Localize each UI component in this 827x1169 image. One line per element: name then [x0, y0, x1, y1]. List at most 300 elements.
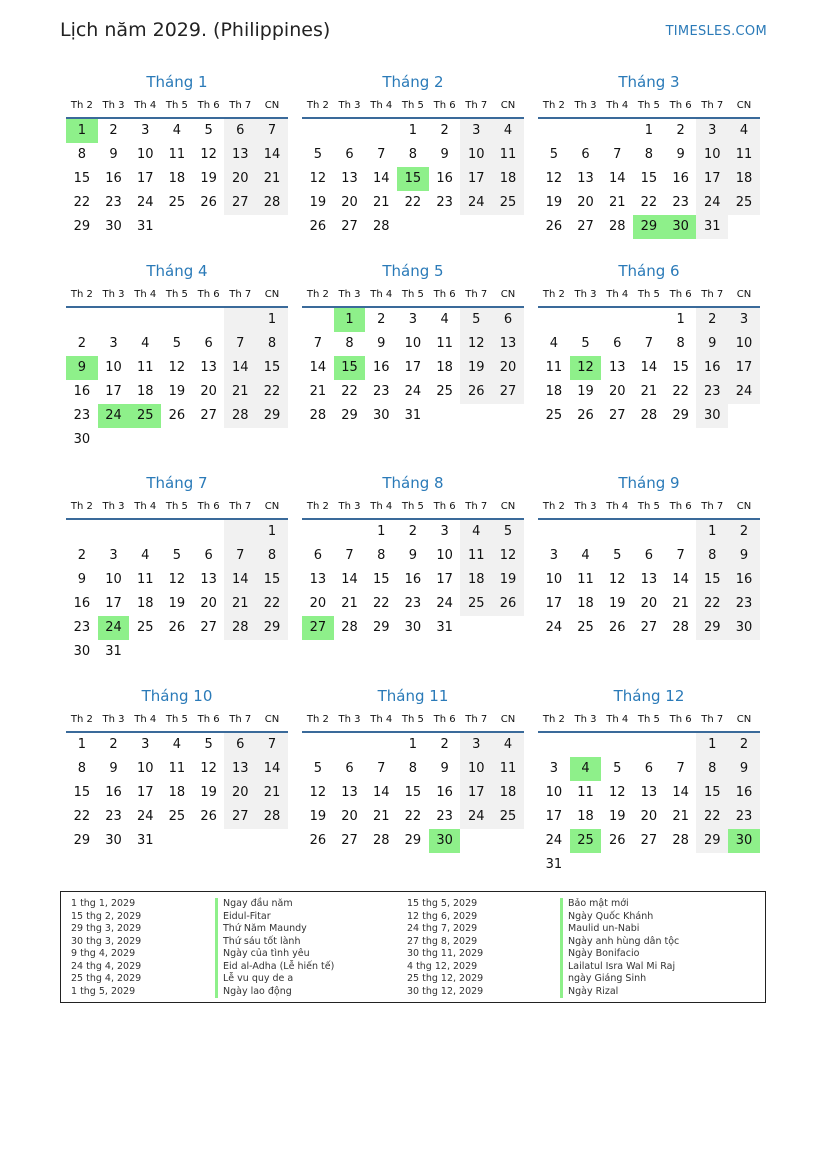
day-cell: 11	[460, 544, 492, 568]
weekday-label: Th 7	[465, 500, 488, 512]
day-cell: 29	[672, 408, 689, 423]
weekday-label: Th 5	[637, 99, 660, 111]
weekday-label: Th 2	[306, 99, 329, 111]
holiday-day-cell: 4	[570, 757, 602, 781]
day-cell: 20	[341, 195, 358, 210]
day-cell: 15	[73, 171, 91, 186]
day-cell: 13	[224, 143, 256, 167]
weekday-header	[66, 495, 288, 517]
day-cell: 15	[404, 785, 422, 800]
day-cell: 11	[136, 572, 154, 587]
day-cell: 13	[200, 360, 217, 375]
day-cell: 6	[581, 147, 590, 162]
empty-cell	[633, 520, 665, 544]
legend-holiday-name: Lailatul Isra Wal Mi Raj	[560, 961, 679, 974]
legend-date: 25 thg 4, 2029	[71, 973, 142, 984]
day-cell: 19	[200, 785, 217, 800]
holiday-day-cell: 29	[633, 215, 665, 239]
day-cell: 18	[728, 167, 760, 191]
day-cell: 17	[545, 809, 563, 824]
empty-cell	[161, 520, 193, 544]
weekday-label: Th 7	[465, 99, 488, 111]
legend-date: 30 thg 12, 2029	[407, 985, 484, 997]
day-cell: 16	[728, 781, 760, 805]
day-cell: 29	[341, 408, 358, 423]
day-cell: 4	[460, 520, 492, 544]
weekday-label: Th 7	[701, 713, 724, 725]
weekday-header	[66, 283, 288, 305]
day-cell: 10	[404, 336, 422, 351]
holiday-day-cell: 27	[302, 616, 334, 640]
weekday-label: Th 7	[701, 500, 724, 512]
weekday-label: Th 5	[401, 500, 424, 512]
empty-cell	[161, 308, 193, 332]
day-cell: 5	[172, 336, 182, 351]
day-cell: 30	[696, 404, 728, 428]
day-cell: 7	[224, 544, 256, 568]
day-cell: 13	[640, 785, 658, 800]
day-cell: 12	[200, 761, 217, 776]
day-cell: 31	[436, 620, 453, 635]
day-cell: 8	[77, 147, 86, 162]
day-cell: 24	[404, 384, 422, 399]
day-cell: 4	[728, 119, 760, 143]
day-cell: 13	[577, 171, 594, 186]
weekday-label: Th 6	[433, 288, 456, 300]
legend-holiday-name: Lễ vu quy de a	[215, 973, 334, 986]
day-cell: 7	[377, 147, 386, 162]
weekday-label: Th 4	[134, 99, 157, 111]
day-cell: 30	[372, 408, 390, 423]
day-cell: 23	[436, 195, 453, 210]
day-cell: 2	[109, 123, 118, 138]
weekday-header	[302, 94, 524, 116]
weekday-label: CN	[264, 288, 280, 300]
day-cell: 4	[141, 336, 150, 351]
day-cell: 7	[313, 336, 322, 351]
weekday-label: Th 7	[229, 500, 252, 512]
day-cell: 11	[168, 761, 186, 776]
day-cell: 16	[105, 785, 122, 800]
day-cell: 11	[168, 147, 186, 162]
day-cell: 14	[224, 356, 256, 380]
day-cell: 16	[404, 572, 422, 587]
day-cell: 7	[676, 548, 685, 563]
weekday-header	[538, 708, 760, 730]
day-cell: 4	[172, 737, 182, 752]
day-cell: 28	[372, 219, 390, 234]
day-cell: 19	[309, 809, 327, 824]
empty-cell	[129, 308, 161, 332]
legend-holiday-name: Ngày anh hùng dân tộc	[560, 936, 679, 949]
month-block	[302, 259, 524, 428]
day-cell: 9	[728, 757, 760, 781]
legend-holiday-name: Ngày Rizal	[560, 986, 679, 999]
legend-date: 25 thg 12, 2029	[407, 973, 484, 984]
day-cell: 4	[492, 733, 524, 757]
day-cell: 27	[341, 833, 358, 848]
empty-cell	[538, 308, 570, 332]
empty-cell	[665, 733, 697, 757]
day-cell: 22	[73, 195, 91, 210]
month-block	[302, 471, 524, 640]
day-cell: 15	[640, 171, 658, 186]
day-cell: 24	[545, 620, 563, 635]
day-cell: 1	[408, 123, 418, 138]
day-cell: 28	[256, 805, 288, 829]
weekday-header	[66, 94, 288, 116]
month-title: Tháng 1	[146, 73, 208, 91]
day-cell: 18	[136, 384, 154, 399]
day-cell: 3	[728, 308, 760, 332]
day-cell: 22	[256, 380, 288, 404]
weekday-label: Th 4	[370, 500, 393, 512]
day-cell: 9	[77, 572, 86, 587]
weekday-label: Th 2	[542, 288, 565, 300]
day-cell: 15	[696, 781, 728, 805]
day-cell: 28	[224, 404, 256, 428]
day-cell: 12	[608, 785, 626, 800]
day-cell: 6	[204, 336, 213, 351]
day-cell: 24	[436, 596, 453, 611]
legend-holiday-name: Bảo mật mới	[560, 898, 679, 911]
day-cell: 19	[545, 195, 563, 210]
day-cell: 25	[136, 620, 154, 635]
day-cell: 7	[256, 119, 288, 143]
day-grid	[302, 119, 524, 239]
day-cell: 14	[224, 568, 256, 592]
day-cell: 6	[345, 761, 354, 776]
day-cell: 16	[672, 171, 689, 186]
day-cell: 9	[440, 147, 449, 162]
day-cell: 21	[372, 809, 390, 824]
day-cell: 24	[460, 191, 492, 215]
day-cell: 29	[256, 616, 288, 640]
holiday-day-cell: 15	[334, 356, 366, 380]
weekday-label: Th 3	[574, 713, 597, 725]
day-cell: 16	[73, 384, 91, 399]
day-cell: 19	[608, 596, 626, 611]
weekday-label: Th 4	[370, 99, 393, 111]
day-grid	[66, 520, 288, 664]
weekday-label: Th 2	[70, 500, 93, 512]
empty-cell	[302, 520, 334, 544]
day-cell: 25	[492, 191, 524, 215]
weekday-label: Th 6	[433, 500, 456, 512]
day-grid	[302, 733, 524, 853]
day-cell: 3	[460, 119, 492, 143]
weekday-label: Th 3	[338, 713, 361, 725]
day-cell: 17	[404, 360, 422, 375]
day-cell: 22	[73, 809, 91, 824]
day-cell: 2	[728, 520, 760, 544]
day-cell: 10	[436, 548, 453, 563]
legend-holiday-name: ngày Giáng Sinh	[560, 973, 679, 986]
brand-link[interactable]: TIMESLES.COM	[665, 24, 767, 39]
day-cell: 24	[545, 833, 563, 848]
day-cell: 16	[372, 360, 390, 375]
day-cell: 12	[460, 332, 492, 356]
day-cell: 18	[577, 596, 594, 611]
day-cell: 26	[309, 833, 327, 848]
day-cell: 22	[341, 384, 358, 399]
day-cell: 14	[341, 572, 358, 587]
day-cell: 27	[640, 833, 658, 848]
day-cell: 12	[168, 360, 186, 375]
weekday-label: Th 2	[306, 500, 329, 512]
day-cell: 8	[696, 544, 728, 568]
legend-holiday-name: Ngày Quốc Khánh	[560, 911, 679, 924]
day-cell: 19	[460, 356, 492, 380]
holiday-day-cell: 30	[429, 829, 461, 853]
legend-dates-left	[71, 898, 141, 998]
day-cell: 12	[309, 171, 327, 186]
day-cell: 17	[728, 356, 760, 380]
weekday-label: Th 3	[574, 500, 597, 512]
day-cell: 27	[200, 620, 217, 635]
day-cell: 11	[577, 572, 594, 587]
day-cell: 21	[672, 596, 689, 611]
day-grid	[538, 119, 760, 239]
day-cell: 6	[644, 548, 654, 563]
day-cell: 5	[204, 737, 213, 752]
day-cell: 5	[460, 308, 492, 332]
day-cell: 5	[581, 336, 590, 351]
day-cell: 19	[168, 596, 186, 611]
day-cell: 23	[105, 809, 122, 824]
weekday-label: CN	[264, 99, 280, 111]
day-cell: 3	[696, 119, 728, 143]
day-cell: 22	[640, 195, 658, 210]
weekday-label: Th 6	[433, 99, 456, 111]
day-cell: 21	[256, 781, 288, 805]
day-cell: 14	[309, 360, 327, 375]
day-cell: 20	[640, 809, 658, 824]
weekday-label: Th 5	[637, 500, 660, 512]
day-cell: 2	[77, 548, 86, 563]
day-grid	[66, 308, 288, 452]
day-cell: 29	[73, 833, 91, 848]
day-cell: 28	[672, 833, 689, 848]
day-cell: 22	[404, 809, 422, 824]
day-cell: 19	[577, 384, 594, 399]
empty-cell	[334, 733, 366, 757]
day-cell: 19	[309, 195, 327, 210]
day-cell: 6	[613, 336, 622, 351]
weekday-label: Th 4	[606, 713, 629, 725]
day-grid	[538, 733, 760, 877]
day-cell: 12	[492, 544, 524, 568]
day-cell: 16	[696, 356, 728, 380]
weekday-label: CN	[736, 99, 752, 111]
day-cell: 4	[492, 119, 524, 143]
legend-dates-right	[407, 898, 483, 998]
day-cell: 21	[372, 195, 390, 210]
day-cell: 18	[545, 384, 563, 399]
empty-cell	[538, 733, 570, 757]
weekday-label: Th 4	[134, 288, 157, 300]
day-cell: 14	[608, 171, 626, 186]
legend-date: 29 thg 3, 2029	[71, 923, 142, 934]
day-cell: 3	[549, 761, 558, 776]
legend-holiday-name: Eidul-Fitar	[215, 911, 334, 924]
day-cell: 23	[105, 195, 122, 210]
day-cell: 9	[676, 147, 685, 162]
day-cell: 8	[644, 147, 654, 162]
day-cell: 2	[408, 524, 418, 539]
day-cell: 5	[613, 548, 622, 563]
day-cell: 1	[77, 737, 86, 752]
day-cell: 19	[492, 568, 524, 592]
day-cell: 11	[728, 143, 760, 167]
legend-names-right	[560, 898, 679, 998]
day-cell: 8	[696, 757, 728, 781]
day-cell: 22	[696, 805, 728, 829]
month-title: Tháng 11	[377, 687, 449, 705]
weekday-label: CN	[500, 713, 516, 725]
day-cell: 25	[492, 805, 524, 829]
weekday-label: Th 3	[102, 500, 125, 512]
day-cell: 13	[200, 572, 217, 587]
weekday-label: Th 2	[70, 713, 93, 725]
day-grid	[538, 308, 760, 428]
day-cell: 29	[372, 620, 390, 635]
day-cell: 15	[256, 356, 288, 380]
day-cell: 21	[672, 809, 689, 824]
empty-cell	[129, 520, 161, 544]
day-cell: 9	[377, 336, 386, 351]
empty-cell	[302, 119, 334, 143]
weekday-header	[302, 283, 524, 305]
day-cell: 21	[256, 167, 288, 191]
day-cell: 2	[440, 737, 449, 752]
empty-cell	[66, 308, 98, 332]
day-cell: 28	[224, 616, 256, 640]
weekday-header	[302, 708, 524, 730]
month-title: Tháng 7	[146, 474, 208, 492]
day-cell: 17	[460, 781, 492, 805]
day-cell: 4	[172, 123, 182, 138]
day-cell: 28	[309, 408, 327, 423]
weekday-label: CN	[264, 713, 280, 725]
month-block	[538, 471, 760, 640]
legend-holiday-name: Eid al-Adha (Lễ hiến tế)	[215, 961, 334, 974]
weekday-label: Th 3	[574, 288, 597, 300]
day-cell: 23	[728, 592, 760, 616]
weekday-label: Th 4	[606, 288, 629, 300]
day-cell: 29	[404, 833, 422, 848]
day-cell: 31	[545, 857, 563, 872]
day-cell: 26	[168, 408, 186, 423]
day-cell: 6	[345, 147, 354, 162]
weekday-label: Th 6	[669, 288, 692, 300]
day-cell: 7	[676, 761, 685, 776]
legend-holiday-name: Ngày của tình yêu	[215, 948, 334, 961]
day-cell: 1	[696, 733, 728, 757]
day-cell: 12	[200, 147, 217, 162]
day-cell: 7	[224, 332, 256, 356]
legend-date: 1 thg 5, 2029	[71, 985, 136, 997]
day-grid	[538, 520, 760, 640]
empty-cell	[570, 119, 602, 143]
day-cell: 8	[256, 544, 288, 568]
day-cell: 3	[460, 733, 492, 757]
weekday-label: Th 2	[306, 288, 329, 300]
day-cell: 20	[309, 596, 327, 611]
empty-cell	[334, 119, 366, 143]
weekday-label: Th 6	[197, 99, 220, 111]
day-cell: 9	[728, 544, 760, 568]
day-cell: 7	[644, 336, 654, 351]
holiday-day-cell: 1	[66, 119, 98, 143]
day-cell: 6	[644, 761, 654, 776]
day-cell: 2	[77, 336, 86, 351]
weekday-label: Th 5	[165, 713, 188, 725]
day-cell: 23	[436, 809, 453, 824]
day-cell: 18	[492, 781, 524, 805]
day-cell: 2	[109, 737, 118, 752]
day-cell: 1	[377, 524, 386, 539]
weekday-label: Th 3	[102, 713, 125, 725]
day-cell: 10	[105, 572, 122, 587]
weekday-label: CN	[264, 500, 280, 512]
day-cell: 20	[577, 195, 594, 210]
day-cell: 12	[545, 171, 563, 186]
day-cell: 9	[109, 147, 118, 162]
month-block	[66, 684, 288, 853]
legend-date: 30 thg 3, 2029	[71, 935, 142, 947]
day-cell: 25	[436, 384, 453, 399]
day-cell: 14	[372, 171, 390, 186]
weekday-label: Th 6	[669, 713, 692, 725]
day-cell: 26	[492, 592, 524, 616]
day-cell: 5	[492, 520, 524, 544]
day-cell: 14	[672, 572, 689, 587]
day-cell: 28	[672, 620, 689, 635]
holiday-day-cell: 30	[665, 215, 697, 239]
day-cell: 15	[672, 360, 689, 375]
day-cell: 27	[200, 408, 217, 423]
legend-date: 12 thg 6, 2029	[407, 910, 478, 922]
day-cell: 24	[460, 805, 492, 829]
legend-names-left	[215, 898, 334, 998]
day-cell: 13	[224, 757, 256, 781]
holiday-day-cell: 9	[66, 356, 98, 380]
weekday-label: Th 3	[338, 500, 361, 512]
day-cell: 17	[136, 171, 154, 186]
day-cell: 27	[577, 219, 594, 234]
day-cell: 21	[341, 596, 358, 611]
weekday-label: Th 7	[229, 288, 252, 300]
day-cell: 26	[200, 809, 217, 824]
empty-cell	[601, 733, 633, 757]
day-cell: 12	[309, 785, 327, 800]
weekday-label: Th 6	[433, 713, 456, 725]
month-title: Tháng 2	[382, 73, 444, 91]
weekday-label: Th 3	[102, 288, 125, 300]
day-cell: 11	[436, 336, 453, 351]
page-title: Lịch năm 2029. (Philippines)	[60, 19, 331, 41]
legend-date: 4 thg 12, 2029	[407, 960, 478, 972]
empty-cell	[365, 733, 397, 757]
day-cell: 24	[136, 195, 154, 210]
legend-holiday-name: Ngày Bonifacio	[560, 948, 679, 961]
day-cell: 3	[109, 548, 118, 563]
weekday-label: Th 2	[70, 288, 93, 300]
day-cell: 26	[608, 620, 626, 635]
empty-cell	[538, 520, 570, 544]
weekday-label: Th 3	[338, 99, 361, 111]
